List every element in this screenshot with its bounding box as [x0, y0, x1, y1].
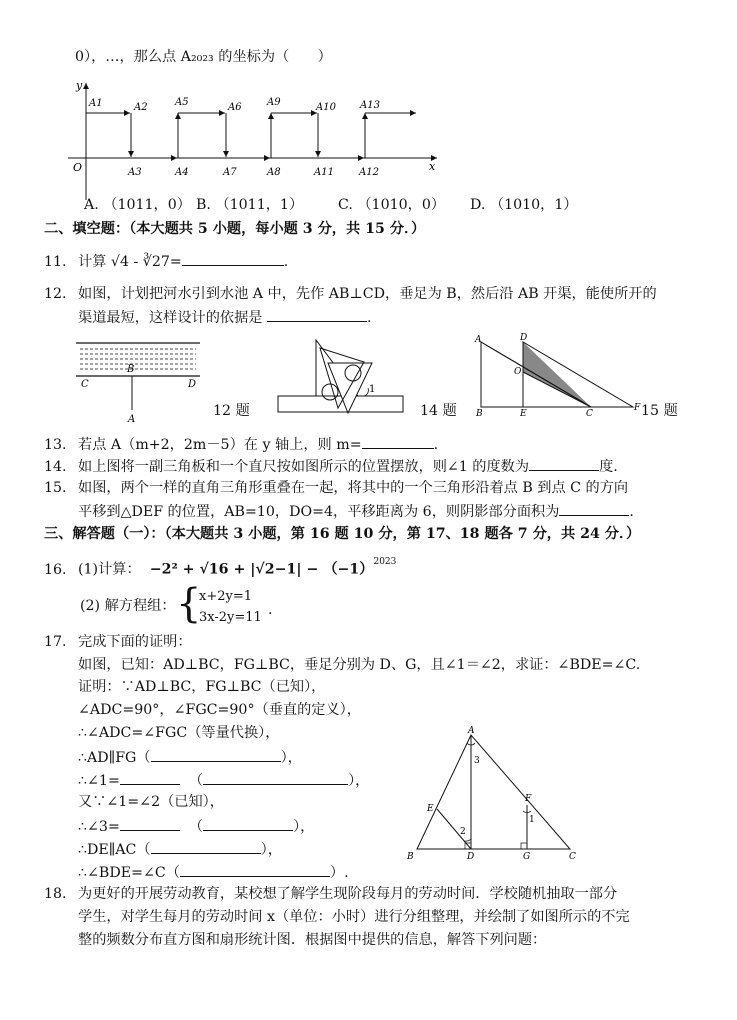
fig15-label-A: A [475, 335, 482, 345]
q14-text: 如上图将一副三角板和一个直尺按如图所示的位置摆放，则∠1 的度数为 [78, 459, 530, 475]
q17-proof-4-text: ∴AD∥FG（ [78, 750, 151, 766]
q12-number: 12. [44, 286, 67, 302]
q17-proof-line-4 [78, 747, 302, 767]
fig17-label-E: E [427, 804, 434, 814]
q17-blank-reason-3[interactable] [203, 816, 293, 831]
q16-part1 [44, 557, 396, 579]
pt-A2: A2 [134, 102, 148, 113]
q13-number: 13. [44, 437, 67, 453]
pt-A10: A10 [316, 102, 336, 113]
q13-text: 若点 A（m+2，2m－5）在 y 轴上，则 m= [78, 437, 362, 453]
q16-part2-label: (2) 解方程组： [80, 598, 176, 614]
pt-A6: A6 [228, 102, 242, 113]
x-axis-label: x [429, 160, 436, 173]
q13 [44, 434, 438, 454]
q17-closer-3: ）， [348, 773, 370, 789]
q15-number: 15. [44, 480, 67, 496]
q11 [44, 251, 288, 271]
q15-line2 [78, 501, 634, 521]
fig12-label-D: D [188, 379, 197, 390]
fig17-label-G: G [523, 852, 531, 862]
fig15-label-E: E [520, 409, 527, 419]
pt-A13: A13 [360, 100, 380, 111]
q14-end: 度. [599, 459, 618, 475]
q17-closer-5: ）， [293, 819, 315, 835]
q17-blank-reason-4[interactable] [151, 839, 261, 854]
q18-line1 [44, 885, 617, 903]
q16-expression: −2² + √16 + |√2−1| − （−1） [149, 561, 374, 578]
q17-closer-4: （ [188, 819, 204, 835]
pt-A7: A7 [223, 167, 237, 178]
fig14-triangle-ruler-figure [278, 338, 408, 418]
q16-end: . [268, 602, 273, 618]
q17-blank-angle-2[interactable] [120, 816, 180, 831]
q17-proof-line-6: 又∵∠1=∠2（已知）， [78, 794, 224, 810]
fig17-label-C: C [569, 852, 576, 862]
q12-answer-blank[interactable] [267, 307, 367, 322]
pt-A5: A5 [175, 97, 189, 108]
q17-proof-7-text: ∴∠3= [78, 819, 120, 835]
q17-proof-8-text: ∴DE∥AC（ [78, 842, 151, 858]
fig17-label-B: B [407, 852, 414, 862]
q17-given: 如图，已知：AD⊥BC，FG⊥BC，垂足分别为 D、G，且∠1＝∠2，求证：∠BDE=∠C. [78, 657, 641, 673]
q13-answer-blank[interactable] [362, 434, 434, 449]
q17-blank-reason-2[interactable] [203, 770, 348, 785]
q11-answer-blank[interactable] [182, 251, 284, 266]
fig12-label-A: A [128, 414, 136, 425]
q10-option-a: A. （1011，0） [84, 197, 191, 213]
q10-tail-text: 0），…，那么点 A₂₀₂₃ 的坐标为（ ） [75, 49, 332, 65]
fig12-label-B: B [127, 364, 135, 375]
fig15-label-F: F [634, 403, 641, 413]
q12-line1 [44, 285, 657, 303]
q12-text-2: 渠道最短，这样设计的依据是 [78, 310, 263, 326]
q10-option-c: C. （1010，0） [338, 197, 446, 213]
q17-proof-5-text: ∴∠1= [78, 773, 120, 789]
q11-end: . [283, 254, 289, 270]
fig12-river-figure [76, 340, 216, 425]
section-2-title: 二、填空题：（本大题共 5 小题，每小题 3 分，共 15 分．） [44, 221, 426, 237]
q10-coordinate-figure [0, 75, 737, 205]
q15-answer-blank[interactable] [559, 501, 629, 516]
q17-blank-reason-5[interactable] [180, 862, 330, 877]
q17-closer-6: ）， [260, 842, 282, 858]
fig17-label-D: D [467, 852, 475, 862]
fig12-caption: 12 题 [213, 403, 250, 419]
fig12-label-C: C [81, 379, 89, 390]
q11-expression: √4 - ∛27= [110, 254, 182, 270]
q17-proof-line-5 [78, 770, 369, 790]
fig17-label-A: A [468, 726, 475, 736]
y-axis-label: y [76, 79, 83, 92]
fig17-label-1: 1 [529, 815, 535, 825]
q17-title-line [44, 633, 192, 651]
q12-text-1: 如图，计划把河水引到水池 A 中，先作 AB⊥CD，垂足为 B，然后沿 AB 开渠，能使所开的 [78, 286, 657, 302]
pt-A12: A12 [359, 167, 379, 178]
q14-number: 14. [44, 459, 67, 475]
q17-proof-line-8 [78, 839, 282, 859]
pt-A4: A4 [175, 167, 189, 178]
q16-equation-2: 3x-2y=11 [199, 610, 262, 625]
q15-text-1: 如图，两个一样的直角三角形重叠在一起，将其中的一个三角形沿着点 B 到点 C 的方向 [78, 480, 629, 496]
fig15-label-B: B [476, 409, 483, 419]
q10-option-d: D. （1010，1） [470, 197, 578, 213]
fig17-label-2: 2 [460, 827, 466, 837]
q13-end: . [433, 437, 439, 453]
q10-option-b: B. （1011，1） [196, 197, 304, 213]
q16-exponent: 2023 [373, 557, 397, 567]
pt-A9: A9 [267, 97, 281, 108]
q11-number: 11. [44, 254, 67, 270]
fig14-caption: 14 题 [420, 403, 457, 419]
q17-proof-9-text: ∴∠BDE=∠C（ [78, 865, 180, 881]
q17-number: 17. [44, 634, 67, 650]
fig15-caption: 15 题 [641, 403, 678, 419]
q15-line1 [44, 479, 628, 497]
q16-equation-1: x+2y=1 [199, 589, 253, 604]
q17-proof-line-9 [78, 862, 349, 882]
q17-closer-1: ）， [280, 750, 302, 766]
q11-prefix: 计算 [78, 254, 107, 270]
pt-A3: A3 [128, 167, 142, 178]
q16-part1-label: (1)计算： [78, 561, 141, 578]
q15-text-2: 平移到△DEF 的位置，AB=10，DO=4，平移距离为 6，则阴影部分面积为 [78, 504, 560, 520]
q17-closer-7: ）. [329, 865, 349, 881]
q17-title: 完成下面的证明： [78, 634, 192, 650]
q17-closer-2: （ [188, 773, 204, 789]
q18-line2: 学生，对学生每月的劳动时间 x（单位：小时）进行分组整理，并绘制了如图所示的不完 [78, 909, 630, 925]
q18-text-1: 为更好的开展劳动教育，某校想了解学生现阶段每月的劳动时间．学校随机抽取一部分 [78, 886, 618, 902]
origin-label: O [73, 161, 83, 174]
fig15-label-C: C [586, 409, 593, 419]
q17-proof-line-3: ∴∠ADC=∠FGC（等量代换）， [78, 725, 280, 741]
pt-A11: A11 [314, 167, 334, 178]
q12-line2 [78, 307, 371, 327]
fig15-label-D: D [520, 333, 528, 343]
q17-proof-line-2: ∠ADC=90°，∠FGC=90°（垂直的定义）， [78, 702, 361, 718]
q18-line3: 整的频数分布直方图和扇形统计图．根据图中提供的信息，解答下列问题： [78, 932, 547, 948]
q17-proof-line-7 [78, 816, 314, 836]
fig17-label-3: 3 [474, 756, 480, 766]
q15-end: . [629, 504, 634, 520]
section-3-title: 三、解答题（一）：（本大题共 3 小题，第 16 题 10 分，第 17、18 题各 7 分，共 24 分．） [44, 526, 641, 542]
fig17-triangle-figure [405, 727, 585, 862]
fig15-label-O: O [514, 367, 522, 377]
q18-number: 18. [44, 886, 67, 902]
fig17-label-F: F [525, 794, 532, 804]
q17-proof-line-1: 证明：∵AD⊥BC，FG⊥BC（已知）， [78, 679, 326, 695]
equation-system-brace: { [176, 581, 202, 627]
q16-number: 16. [44, 561, 67, 578]
q14-answer-blank[interactable] [529, 456, 599, 471]
q17-blank-angle-1[interactable] [120, 770, 180, 785]
fig14-angle-label: 1 [369, 384, 376, 395]
pt-A1: A1 [89, 98, 103, 109]
q12-end: . [366, 310, 372, 326]
pt-A8: A8 [267, 167, 281, 178]
q14 [44, 456, 618, 476]
q17-blank-reason-1[interactable] [151, 747, 281, 762]
